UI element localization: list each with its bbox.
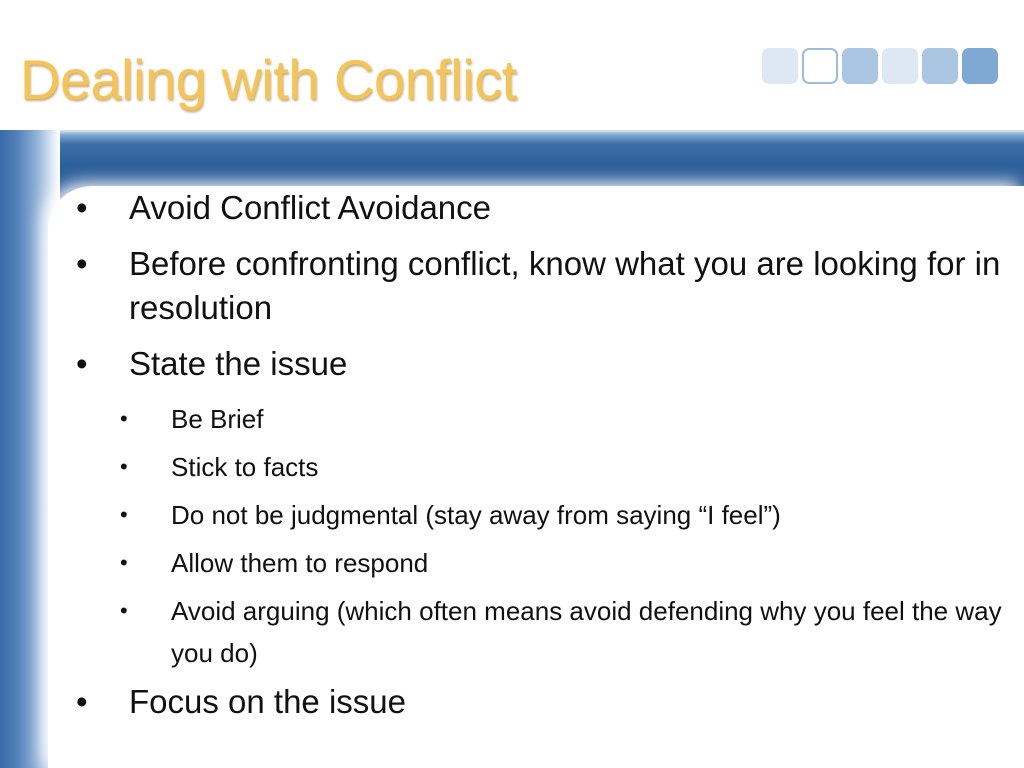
- bullet-text: Allow them to respond: [171, 548, 429, 578]
- bullet-item: [76, 242, 1016, 330]
- decorative-square: [762, 48, 798, 84]
- decorative-square: [882, 48, 918, 84]
- slide-title: Dealing with Conflict: [20, 48, 517, 111]
- decorative-square: [802, 48, 838, 84]
- decorative-square: [842, 48, 878, 84]
- bullet-list: [76, 186, 1016, 736]
- bullet-marker: •: [76, 189, 88, 226]
- bullet-item: [76, 186, 1016, 230]
- decorative-squares: [762, 48, 1002, 84]
- sub-bullet-item: [76, 590, 1016, 674]
- bullet-item: [76, 342, 1016, 386]
- sub-bullet-item: [76, 446, 1016, 488]
- bullet-text: Stick to facts: [171, 452, 319, 482]
- bullet-text: Avoid Conflict Avoidance: [129, 189, 492, 226]
- decorative-square: [922, 48, 958, 84]
- bullet-marker: •: [76, 683, 88, 720]
- bullet-marker: •: [120, 598, 128, 623]
- bullet-text: Focus on the issue: [129, 683, 406, 720]
- bullet-text: Be Brief: [171, 404, 264, 434]
- sub-bullet-item: [76, 398, 1016, 440]
- sub-bullet-item: [76, 542, 1016, 584]
- sub-bullet-item: [76, 494, 1016, 536]
- bullet-marker: •: [120, 502, 128, 527]
- bullet-text: Do not be judgmental (stay away from saying “I feel”): [171, 500, 781, 530]
- bullet-marker: •: [120, 550, 128, 575]
- bullet-item: [76, 680, 1016, 724]
- bullet-marker: •: [120, 454, 128, 479]
- decorative-square: [962, 48, 998, 84]
- bullet-text: State the issue: [129, 345, 348, 382]
- bullet-marker: •: [76, 245, 88, 282]
- bullet-marker: •: [120, 406, 128, 431]
- bullet-marker: •: [76, 345, 88, 382]
- title-area: [0, 0, 1024, 132]
- bullet-text: Avoid arguing (which often means avoid defending why you feel the way you do): [171, 596, 1002, 668]
- bullet-text: Before confronting conflict, know what you are looking for in resolution: [129, 245, 1001, 326]
